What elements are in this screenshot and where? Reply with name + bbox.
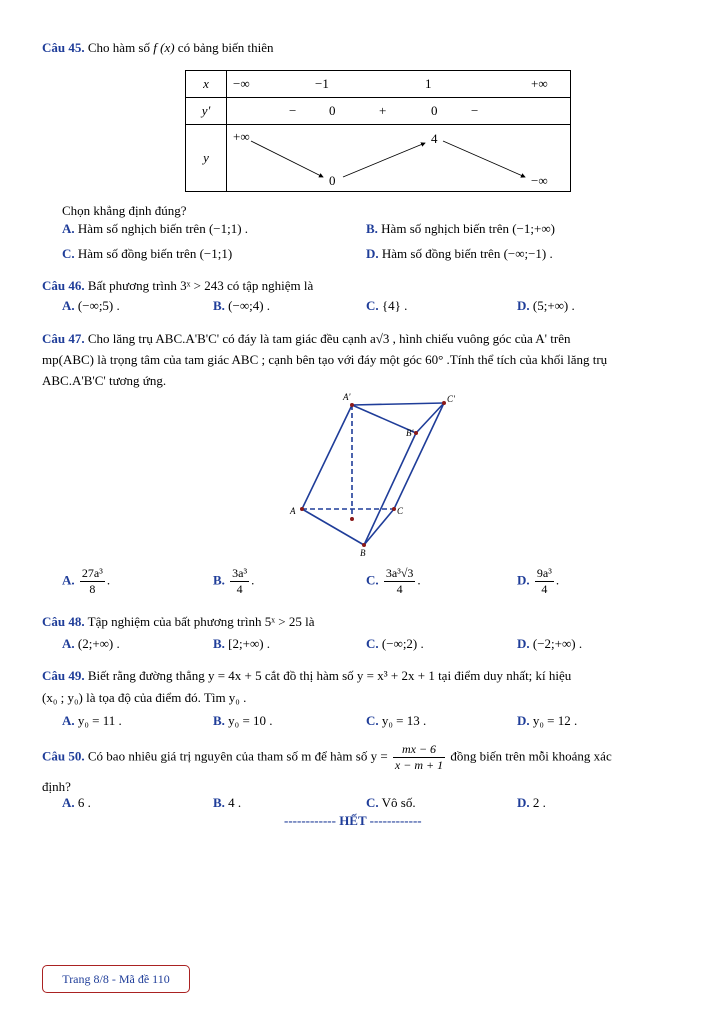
q48-option-b[interactable]: B. [2;+∞) . (213, 636, 271, 651)
vertex-label: A' (343, 392, 351, 402)
sign: 0 (329, 103, 336, 118)
page-footer: Trang 8/8 - Mã đề 110 (42, 965, 190, 993)
vertex-label: B (360, 548, 366, 558)
q45-option-b[interactable]: B. Hàm số nghịch biến trên (−1;+∞) (366, 221, 555, 236)
q46-option-a[interactable]: A. (−∞;5) . (62, 298, 120, 313)
q49-line1: Câu 49. Biết rằng đường thẳng y = 4x + 5 cắt đồ thị hàm số y = x³ + 2x + 1 tại điểm duy nhất; kí hiệu (42, 668, 572, 683)
q49-line2: (x₀ ; y₀) là tọa độ của điểm đó. Tìm y₀ . (42, 690, 247, 705)
y-val: 4 (431, 131, 438, 146)
vertex-label: B' (406, 428, 414, 438)
row-yprime-label: y' (186, 98, 227, 125)
q45-option-c[interactable]: C. Hàm số đồng biến trên (−1;1) (62, 246, 233, 261)
vertex-label: C' (447, 394, 455, 404)
q47-option-c[interactable]: C. $\frac{\text{3a³√3}}{4}$ . (366, 566, 421, 596)
q48-stem: Câu 48. Tập nghiệm của bất phương trình 5ˣ > 25 là (42, 614, 315, 629)
q46-option-d[interactable]: D. (5;+∞) . (517, 298, 575, 313)
q49-option-a[interactable]: A. y₀ = 11 . (62, 713, 122, 728)
sign: + (379, 103, 387, 118)
q46-option-b[interactable]: B. (−∞;4) . (213, 298, 271, 313)
y-val: −∞ (531, 173, 548, 188)
q49-option-d[interactable]: D. y₀ = 12 . (517, 713, 578, 728)
q47-option-a[interactable]: A. $\frac{\text{27a³}}{8}$ . (62, 566, 111, 596)
sign: 0 (431, 103, 438, 118)
q45-option-a[interactable]: A. Hàm số nghịch biến trên (−1;1) . (62, 221, 249, 236)
q47-option-b[interactable]: B. $\frac{\text{3a³}}{4}$ . (213, 566, 255, 596)
y-val: 0 (329, 173, 336, 188)
x-val: +∞ (531, 76, 548, 91)
q45-option-d[interactable]: D. Hàm số đồng biến trên (−∞;−1) . (366, 246, 553, 261)
q50-option-b[interactable]: B. 4 . (213, 795, 242, 810)
sign: − (289, 103, 297, 118)
q47-line3: ABC.A'B'C' tương ứng. (42, 373, 167, 388)
q49-option-c[interactable]: C. y₀ = 13 . (366, 713, 427, 728)
x-val: −1 (315, 76, 329, 91)
vertex-label: A (290, 506, 296, 516)
q50-line1: Câu 50. Có bao nhiêu giá trị nguyên của tham số m để hàm số y = $\frac{mx - 6}{x - m + 1}$ đồng biến trên mỗi khoảng xác (42, 742, 612, 772)
q46-option-c[interactable]: C. {4} . (366, 298, 408, 313)
q50-option-a[interactable]: A. 6 . (62, 795, 91, 810)
y-val: +∞ (233, 129, 250, 144)
variation-arrows (227, 125, 572, 192)
prism-figure (285, 390, 465, 560)
q48-option-d[interactable]: D. (−2;+∞) . (517, 636, 583, 651)
q50-option-d[interactable]: D. 2 . (517, 795, 546, 810)
q47-line1: Câu 47. Cho lăng trụ ABC.A'B'C' có đáy là tam giác đều cạnh a√3 , hình chiếu vuông góc của A' trên (42, 331, 571, 346)
q49-option-b[interactable]: B. y₀ = 10 . (213, 713, 273, 728)
q50-option-c[interactable]: C. Vô số. (366, 795, 416, 810)
x-val: 1 (425, 76, 432, 91)
row-x-label: x (186, 71, 227, 98)
q46-stem: Câu 46. Bất phương trình 3ˣ > 243 có tập nghiệm là (42, 278, 314, 293)
x-val: −∞ (233, 76, 250, 91)
q48-option-a[interactable]: A. (2;+∞) . (62, 636, 120, 651)
sign: − (471, 103, 479, 118)
end-mark: ------------ HẾT ------------ (284, 813, 422, 828)
q47-option-d[interactable]: D. $\frac{\text{9a³}}{4}$ . (517, 566, 560, 596)
row-y-label: y (186, 125, 227, 192)
q45-prompt: Chọn khẳng định đúng? (62, 203, 187, 218)
q45-stem: Câu 45. Cho hàm số f (x) có bảng biến thiên (42, 40, 274, 55)
vertex-label: C (397, 506, 404, 516)
q50-line2: định? (42, 779, 71, 794)
q48-option-c[interactable]: C. (−∞;2) . (366, 636, 424, 651)
q47-line2: mp(ABC) là trọng tâm của tam giác ABC ; cạnh bên tạo với đáy một góc 60° .Tính thể tích của khối lăng trụ (42, 352, 608, 367)
variation-table (185, 70, 571, 192)
